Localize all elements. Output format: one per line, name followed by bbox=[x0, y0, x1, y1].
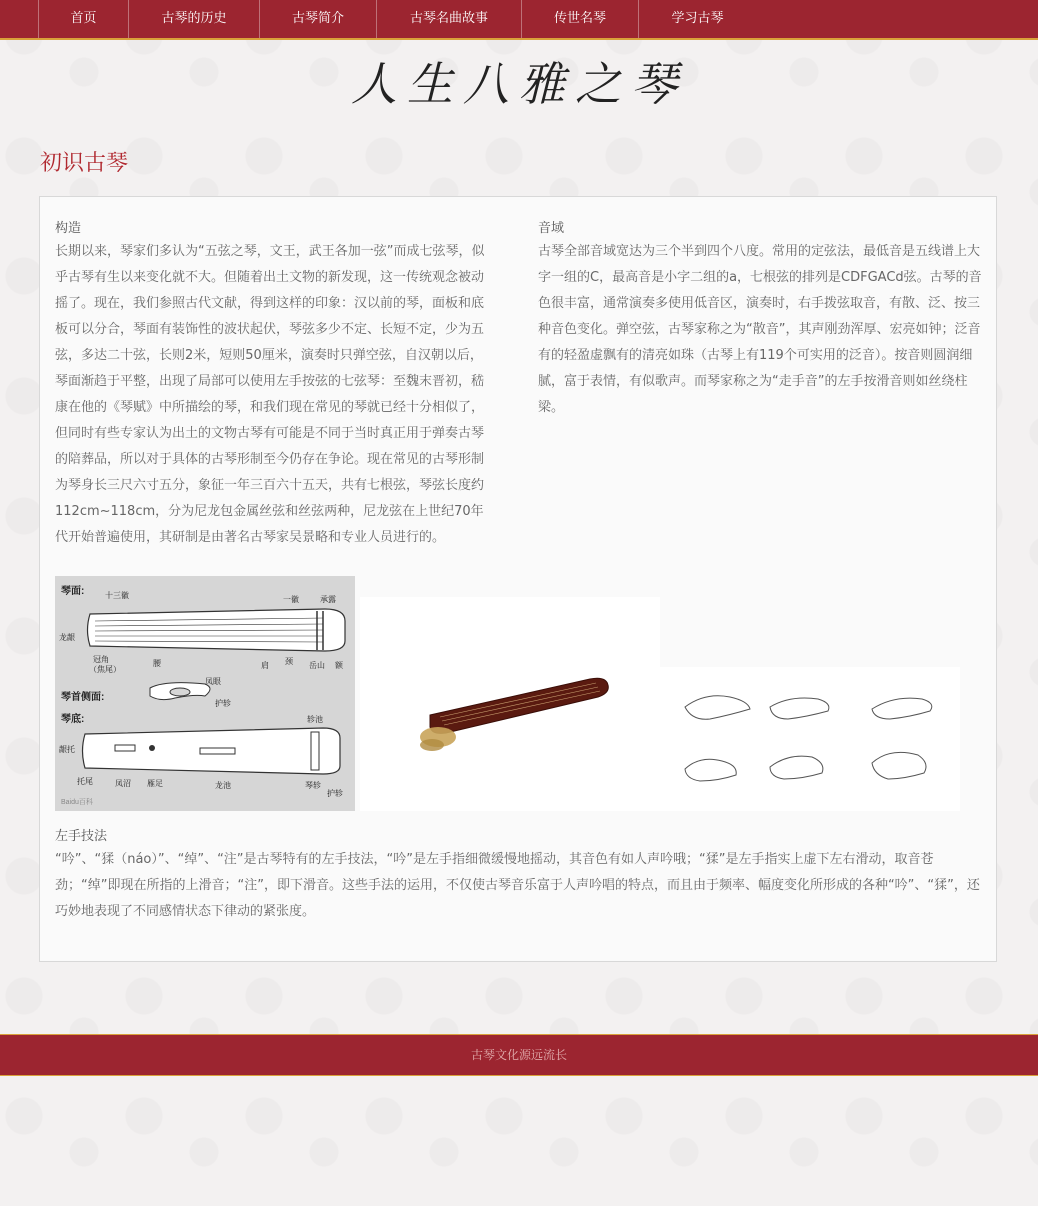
diagram-label-yao: 腰 bbox=[153, 659, 161, 668]
diagram-label-shisanhui: 十三徽 bbox=[105, 591, 129, 600]
diagram-label-jian: 肩 bbox=[261, 661, 269, 670]
diagram-label-longyin: 龙龈 bbox=[59, 633, 75, 642]
footer bbox=[0, 1034, 1038, 1076]
guqin-photo bbox=[360, 597, 660, 811]
diagram-label-e: 额 bbox=[335, 661, 343, 670]
diagram-label-huzhen-2: 护轸 bbox=[327, 789, 343, 798]
nav-item-home[interactable]: 首页 bbox=[39, 0, 129, 38]
diagram-label-yanzu: 雁足 bbox=[147, 779, 163, 788]
top-navbar bbox=[0, 0, 1038, 40]
diagram-label-bottom: 琴底: bbox=[61, 714, 85, 725]
diagram-label-longchi: 龙池 bbox=[215, 781, 231, 790]
nav-item-famous-pieces[interactable]: 古琴名曲故事 bbox=[377, 0, 522, 38]
nav-item-learn[interactable]: 学习古琴 bbox=[671, 11, 724, 26]
diagram-label-side: 琴首侧面: bbox=[61, 692, 105, 703]
diagram-label-tuowei: 托尾 bbox=[77, 777, 93, 786]
range-title: 音域 bbox=[538, 221, 565, 236]
diagram-label-zhenchi: 轸池 bbox=[307, 715, 323, 724]
section-heading: 初识古琴 bbox=[40, 151, 129, 176]
diagram-label-fengzhao: 凤沼 bbox=[115, 779, 131, 788]
diagram-label-qinzhen: 琴轸 bbox=[305, 781, 321, 790]
content-card bbox=[39, 196, 997, 962]
nav-item-famous-qins[interactable]: 传世名琴 bbox=[522, 0, 639, 38]
diagram-label-face: 琴面: bbox=[61, 586, 85, 597]
footer-text: 古琴文化源远流长 bbox=[470, 1048, 567, 1062]
diagram-label-guanjiao: 冠角 bbox=[93, 655, 109, 664]
guqin-photo-svg bbox=[360, 597, 660, 811]
guqin-structure-diagram bbox=[55, 576, 355, 811]
diagram-label-fengyan: 凤眼 bbox=[205, 677, 221, 686]
nav-menu bbox=[38, 0, 756, 38]
hand-technique-sketches bbox=[660, 667, 960, 811]
diagram-label-chenglu: 承露 bbox=[320, 595, 336, 604]
diagram-label-jing: 颈 bbox=[285, 657, 293, 666]
diagram-label-yueshan: 岳山 bbox=[309, 661, 325, 670]
structure-title: 构造 bbox=[55, 221, 82, 236]
structure-text: 长期以来，琴家们多认为“五弦之琴，文王，武王各加一弦”而成七弦琴，似乎古琴有生以来变化就不大。但随着出土文物的新发现，这一传统观念被动摇了。现在，我们参照古代文献，得到这样的印象：汉以前的琴，面板和底板可以分合，琴面有装饰性的波状起伏，琴弦多少不定、长短不定，少为五弦，多达二十弦，长则2米，短则50厘米，演奏时只弹空弦，自汉朝以后，琴面渐趋于平整，出现了局部可以使用左手按弦的七弦琴：至魏末晋初，嵇康在他的《琴赋》中所描绘的琴，和我们现在常见的琴就已经十分相似了，但同时有些专家认为出土的文物古琴有可能是不同于当时真正用于弹奏古琴的陪葬品，所以对于具体的古琴形制至今仍存在争论。现在常见的古琴形制为琴身长三尺六寸五分，象征一年三百六十五天，共有七根弦，琴弦长度约112cm~118cm，分为尼龙包金属丝弦和丝弦两种，尼龙弦在上世纪70年代开始普遍使用，其研制是由著名古琴家吴景略和专业人员进行的。 bbox=[55, 244, 485, 545]
diagram-label-yihui: 一徽 bbox=[283, 595, 299, 604]
diagram-watermark: Baidu百科 bbox=[61, 799, 93, 806]
left-hand-technique-title: 左手技法 bbox=[55, 829, 108, 844]
left-hand-technique-text: “吟”、“猱（náo）”、“绰”、“注”是古琴特有的左手技法，“吟”是左手指细微缓慢地摇动，其音色有如人声吟哦；“猱”是左手指实上虚下左右滑动，取音苍劲；“绰”即现在所指的上滑音；“注”，即下滑音。这些手法的运用，不仅使古琴音乐富于人声吟唱的特点，而且由于频率、幅度变化所形成的各种“吟”、“猱”，还巧妙地表现了不同感情状态下律动的紧张度。 bbox=[55, 852, 980, 919]
diagram-label-yatuo: 龈托 bbox=[59, 745, 75, 754]
diagram-label-huzhen: 护轸 bbox=[215, 699, 231, 708]
range-text: 古琴全部音域宽达为三个半到四个八度。常用的定弦法，最低音是五线谱上大字一组的C，最高音是小字二组的a，七根弦的排列是CDFGACd弦。古琴的音色很丰富，通常演奏多使用低音区，演奏时，右手拨弦取音，有散、泛、按三种音色变化。弹空弦，古琴家称之为“散音”，其声刚劲浑厚、宏亮如钟；泛音有的轻盈虚飘有的清亮如珠（古琴上有119个可实用的泛音）。按音则圆润细腻，富于表情，有似歌声。而琴家称之为“走手音”的左手按滑音则如丝绕柱梁。 bbox=[538, 244, 982, 415]
hand-sketch-svg bbox=[660, 667, 960, 811]
banner-title: 人生八雅之琴 bbox=[351, 57, 687, 111]
nav-item-history[interactable]: 古琴的历史 bbox=[129, 0, 260, 38]
diagram-svg bbox=[55, 576, 355, 811]
diagram-label-jiaowei: （焦尾） bbox=[89, 665, 121, 674]
nav-item-intro[interactable]: 古琴简介 bbox=[260, 0, 377, 38]
